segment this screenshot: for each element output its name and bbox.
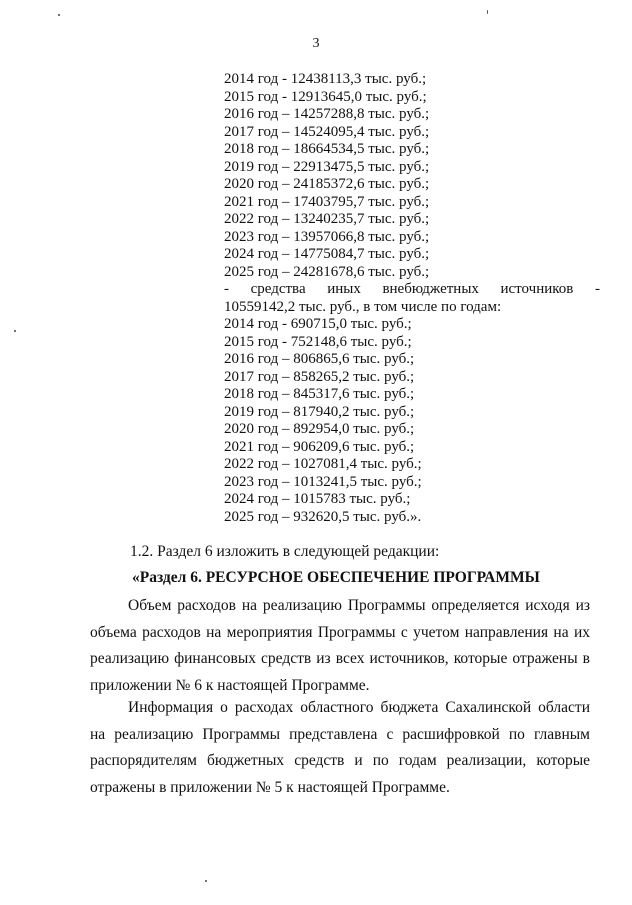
word-inykh: иных	[327, 281, 361, 297]
scan-speck	[58, 14, 60, 16]
budget-line-2020: 2020 год – 24185372,6 тыс. руб.;	[224, 176, 430, 192]
extra-line-2015: 2015 год - 752148,6 тыс. руб.;	[224, 333, 412, 350]
other-sources-line	[224, 281, 600, 299]
extra-line-2019: 2019 год – 817940,2 тыс. руб.;	[224, 403, 415, 420]
extra-line-2023: 2023 год – 1013241,5 тыс. руб.;	[224, 473, 422, 490]
budget-line-2025: 2025 год – 24281678,6 тыс. руб.;	[224, 263, 430, 280]
extra-line-2024: 2024 год – 1015783 тыс. руб.;	[224, 491, 411, 507]
extra-line-2021: 2021 год – 906209,6 тыс. руб.;	[224, 438, 415, 455]
scan-speck	[487, 10, 488, 14]
section-heading: «Раздел 6. РЕСУРСНОЕ ОБЕСПЕЧЕНИЕ ПРОГРАММЫ	[132, 569, 540, 586]
extra-line-2018: 2018 год – 845317,6 тыс. руб.;	[224, 386, 415, 402]
page-number: 3	[312, 36, 320, 51]
budget-line-2022: 2022 год – 13240235,7 тыс. руб.;	[224, 211, 430, 227]
extra-line-2014: 2014 год - 690715,0 тыс. руб.;	[224, 316, 412, 332]
paragraph-regional-budget: Информация о расходах областного бюджета Сахалинской области на реализацию Программы представлена с расшифровкой по главным распорядителям бюджетных средств и по годам реализации, которые отражены в приложении № 5 к настоящей Программе.	[90, 699, 590, 796]
word-istochnikov: источников	[500, 281, 574, 297]
scan-speck	[14, 330, 16, 332]
word-vnebyudzhetnykh: внебюджетных	[382, 281, 479, 297]
extra-line-2020: 2020 год – 892954,0 тыс. руб.;	[224, 421, 415, 437]
extra-line-2017: 2017 год – 858265,2 тыс. руб.;	[224, 368, 415, 385]
budget-line-2018: 2018 год – 18664534,5 тыс. руб.;	[224, 141, 430, 157]
budget-line-2014: 2014 год - 12438113,3 тыс. руб.;	[224, 71, 427, 87]
budget-line-2021: 2021 год – 17403795,7 тыс. руб.;	[224, 193, 430, 210]
dash-right: -	[594, 281, 600, 297]
item-heading: 1.2. Раздел 6 изложить в следующей редакции:	[130, 543, 440, 560]
budget-line-2023: 2023 год – 13957066,8 тыс. руб.;	[224, 228, 430, 245]
budget-line-2015: 2015 год - 12913645,0 тыс. руб.;	[224, 88, 427, 105]
paragraph-expenses: Объем расходов на реализацию Программы определяется исходя из объема расходов на мероприятия Программы с учетом направления на их реализацию финансовых средств из всех источников, которые отражены в приложении № 6 к настоящей Программе.	[90, 597, 590, 694]
budget-line-2019: 2019 год – 22913475,5 тыс. руб.;	[224, 158, 430, 175]
budget-line-2024: 2024 год – 14775084,7 тыс. руб.;	[224, 246, 430, 262]
budget-line-2016: 2016 год – 14257288,8 тыс. руб.;	[224, 106, 430, 122]
word-sredstva: средства	[250, 281, 306, 297]
budget-line-2017: 2017 год – 14524095,4 тыс. руб.;	[224, 123, 430, 140]
budget-list	[224, 71, 600, 526]
other-sources-total: 10559142,2 тыс. руб., в том числе по годам:	[224, 298, 502, 315]
extra-line-2022: 2022 год – 1027081,4 тыс. руб.;	[224, 456, 422, 472]
scan-speck	[205, 880, 207, 882]
extra-line-2025: 2025 год – 932620,5 тыс. руб.».	[224, 508, 422, 525]
dash-left: -	[224, 281, 229, 297]
extra-line-2016: 2016 год – 806865,6 тыс. руб.;	[224, 351, 415, 367]
